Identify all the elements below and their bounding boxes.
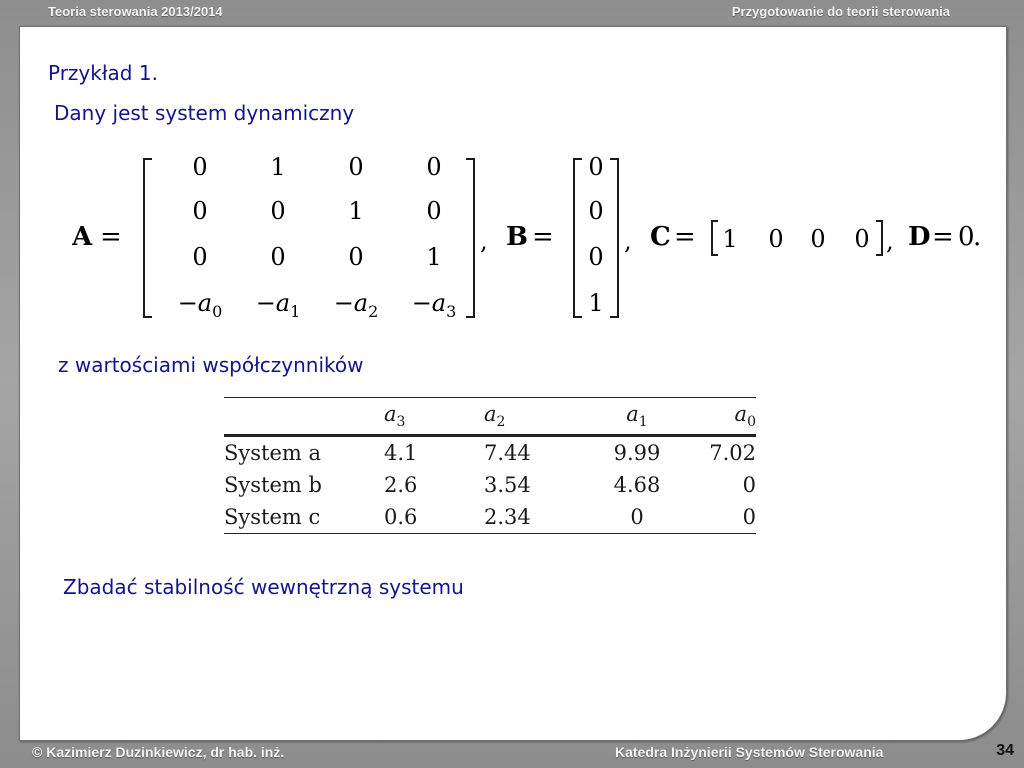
matrix-b-right-bracket (610, 159, 618, 317)
matrix-a-entry: 0 (426, 197, 442, 225)
task-text: Zbadać stabilność wewnętrzną systemu (63, 575, 464, 599)
equals-sign: = (674, 222, 696, 252)
matrix-a-entry: 0 (348, 153, 364, 181)
matrix-a-entry: 0 (192, 243, 208, 271)
matrix-c-entry: 0 (854, 225, 870, 253)
table-cell: 0.6 (384, 505, 418, 529)
table-cell: 9.99 (613, 441, 661, 465)
table-header-row (224, 398, 756, 436)
example-title: Przykład 1. (48, 61, 158, 85)
table-cell: 4.68 (613, 473, 661, 497)
matrix-b-label: B (506, 222, 528, 252)
matrix-a-entry: $-a_2$ (333, 289, 379, 321)
table-header-cell (224, 398, 384, 436)
matrix-a-entry: 1 (270, 153, 286, 181)
matrix-c-left-bracket (712, 221, 718, 255)
page-number: 34 (996, 742, 1014, 759)
matrix-a-entry: $-a_0$ (177, 289, 223, 321)
table-cell: 3.54 (484, 473, 531, 497)
header-section-title: Przygotowanie do teorii sterowania (731, 4, 950, 19)
table-cell: 2.34 (484, 505, 531, 529)
equals-sign: = (532, 222, 554, 252)
table-row (224, 436, 756, 470)
table-cell: 2.6 (384, 473, 418, 497)
table-header-cell: $a_3$ (384, 401, 406, 431)
header-course-title: Teoria sterowania 2013/2014 (48, 4, 223, 19)
equals-sign: = (100, 222, 122, 252)
matrix-a-right-bracket (466, 159, 474, 317)
table-cell: 0 (742, 505, 756, 529)
table-cell: 7.44 (484, 441, 531, 465)
matrix-d-value: 0 (958, 222, 975, 252)
coefficients-text: z wartościami współczynników (58, 353, 364, 377)
table-header-cell: $a_0$ (734, 401, 756, 431)
matrix-b-entry: 0 (588, 153, 604, 181)
intro-text: Dany jest system dynamiczny (54, 101, 355, 125)
comma: , (624, 227, 632, 255)
footer-author: © Kazimierz Duzinkiewicz, dr hab. inż. (32, 744, 285, 760)
matrix-b-entry: 0 (588, 197, 604, 225)
table-cell: System c (224, 505, 321, 529)
formula-svg (72, 151, 982, 323)
coefficients-table (224, 397, 756, 534)
matrix-a-entry: 0 (270, 197, 286, 225)
matrix-a-entries (178, 153, 457, 321)
matrix-a-left-bracket (144, 159, 152, 317)
matrix-a-label: A (72, 222, 93, 252)
slide-canvas (19, 26, 1007, 741)
matrix-b-entry: 0 (588, 243, 604, 271)
table-header-cell: $a_2$ (484, 401, 506, 431)
matrix-b-entries (588, 153, 603, 317)
matrix-c-entries (722, 225, 869, 253)
table-cell: 4.1 (384, 441, 418, 465)
table-header-cell: $a_1$ (626, 401, 648, 431)
matrix-d-label: D (908, 222, 931, 252)
matrix-c-label: C (650, 222, 671, 252)
matrix-a-entry: 1 (426, 243, 442, 271)
matrix-c-entry: 0 (768, 225, 784, 253)
table-row (224, 469, 756, 501)
matrix-a-entry: 0 (348, 243, 364, 271)
matrix-a-entry: 0 (426, 153, 442, 181)
state-space-formula (72, 151, 982, 323)
table-cell: 0 (742, 473, 756, 497)
table-cell: System a (224, 441, 322, 465)
table-cell: System b (224, 473, 322, 497)
period: . (973, 222, 982, 252)
matrix-a-entry: $-a_1$ (255, 289, 301, 321)
matrix-a-entry: 0 (192, 197, 208, 225)
matrix-b-entry: 1 (588, 289, 604, 317)
matrix-a-entry: $-a_3$ (411, 289, 457, 321)
matrix-c-right-bracket (876, 221, 882, 255)
matrix-b-left-bracket (574, 159, 582, 317)
table-row (224, 501, 756, 534)
matrix-a-entry: 0 (270, 243, 286, 271)
table-cell: 7.02 (709, 441, 756, 465)
comma: , (480, 227, 488, 255)
matrix-a-entry: 1 (348, 197, 364, 225)
equals-sign: = (932, 222, 954, 252)
comma: , (886, 227, 894, 255)
matrix-a-entry: 0 (192, 153, 208, 181)
table-cell: 0 (630, 505, 644, 529)
footer-department: Katedra Inżynierii Systemów Sterowania (615, 744, 884, 760)
matrix-c-entry: 0 (810, 225, 826, 253)
matrix-c-entry: 1 (722, 225, 738, 253)
